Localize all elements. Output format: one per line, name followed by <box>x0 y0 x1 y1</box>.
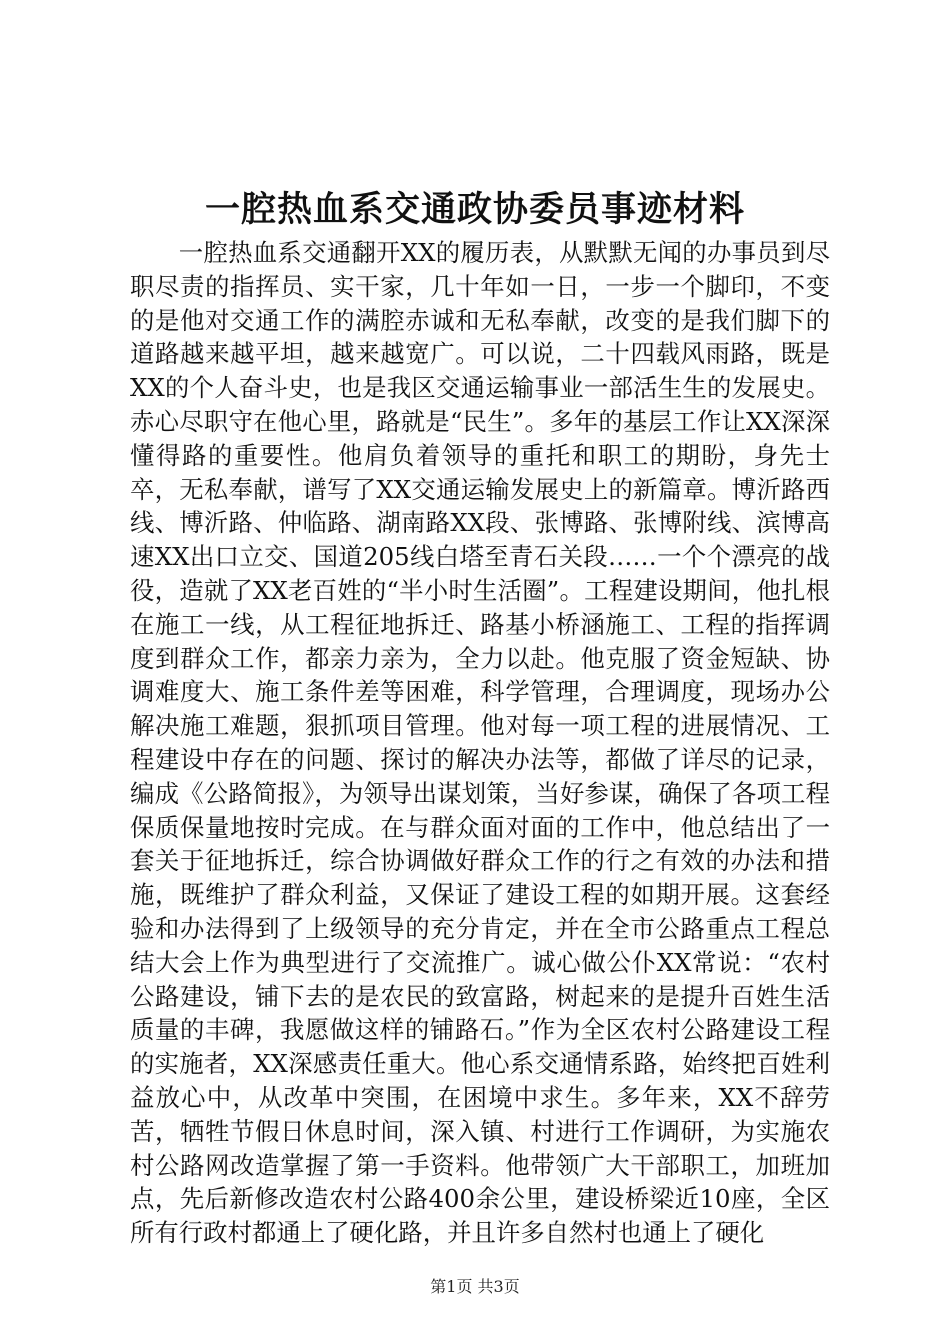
page-number-footer: 第1页 共3页 <box>430 1277 520 1296</box>
document-body-paragraph: 一腔热血系交通翻开XX的履历表，从默默无闻的办事员到尽职尽责的指挥员、实干家，几十年如一日，一步一个脚印，不变的是他对交通工作的满腔赤诚和无私奉献，改变的是我们脚下的道路越来越平坦，越来越宽广。可以说，二十四载风雨路，既是XX的个人奋斗史，也是我区交通运输事业一部活生生的发展史。赤心尽职守在他心里，路就是“民生”。多年的基层工作让XX深深懂得路的重要性。他肩负着领导的重托和职工的期盼，身先士卒，无私奉献，谱写了XX交通运输发展史上的新篇章。博沂路西线、博沂路、仲临路、湖南路XX段、张博路、张博附线、滨博高速XX出口立交、国道205线白塔至青石关段……一个个漂亮的战役，造就了XX老百姓的“半小时生活圈”。工程建设期间，他扎根在施工一线，从工程征地拆迁、路基小桥涵施工、工程的指挥调度到群众工作，都亲力亲为，全力以赴。他克服了资金短缺、协调难度大、施工条件差等困难，科学管理，合理调度，现场办公解决施工难题，狠抓项目管理。他对每一项工程的进展情况、工程建设中存在的问题、探讨的解决办法等，都做了详尽的记录，编成《公路简报》，为领导出谋划策，当好参谋，确保了各项工程保质保量地按时完成。在与群众面对面的工作中，他总结出了一套关于征地拆迁，综合协调做好群众工作的行之有效的办法和措施，既维护了群众利益，又保证了建设工程的如期开展。这套经验和办法得到了上级领导的充分肯定，并在全市公路重点工程总结大会上作为典型进行了交流推广。诚心做公仆XX常说：“农村公路建设，铺下去的是农民的致富路，树起来的是提升百姓生活质量的丰碑，我愿做这样的铺路石。”作为全区农村公路建设工程的实施者，XX深感责任重大。他心系交通情系路，始终把百姓利益放心中，从改革中突围，在困境中求生。多年来，XX不辞劳苦，牺牲节假日休息时间，深入镇、村进行工作调研，为实施农村公路网改造掌握了第一手资料。他带领广大干部职工，加班加点，先后新修改造农村公路400余公里，建设桥梁近10座，全区所有行政村都通上了硬化路，并且许多自然村也通上了硬化 <box>130 238 830 1248</box>
document-title: 一腔热血系交通政协委员事迹材料 <box>204 189 745 230</box>
